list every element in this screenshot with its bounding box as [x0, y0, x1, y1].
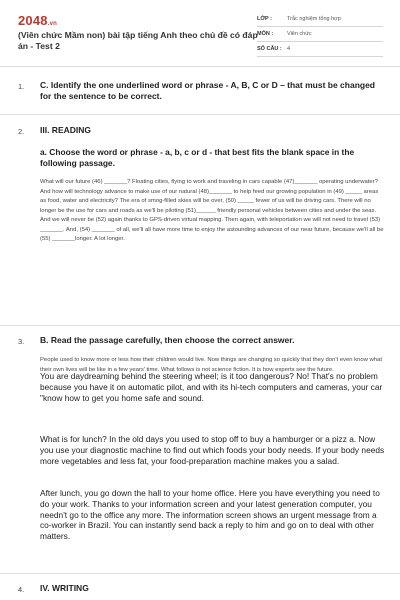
meta-value: Viên chức: [287, 31, 312, 37]
logo-suffix: .vn: [47, 21, 58, 27]
meta-row-subject: [257, 27, 383, 42]
question-number: 2.: [18, 127, 25, 136]
question-heading: B. Read the passage carefully, then choose the correct answer.: [40, 335, 295, 345]
question-number: 3.: [18, 337, 25, 346]
question-subheading: a. Choose the word or phrase - a, b, c or d - that best fits the blank space in the following passage.: [40, 147, 355, 168]
divider: [0, 114, 400, 115]
question-heading: C. Identify the one underlined word or phrase - A, B, C or D – that must be changed for the sentence to be correct.: [40, 80, 375, 101]
site-logo[interactable]: [18, 13, 57, 28]
question-number: 4.: [18, 585, 25, 594]
meta-label: MÔN :: [257, 31, 274, 37]
meta-value: Trắc nghiệm tổng hợp: [287, 16, 341, 22]
passage-paragraph: You are daydreaming behind the steering wheel; is it too dangerous? No! That's no problem because you have it on automatic pilot, and with its hi-tech computers and cameras, your car "know how to get you home safe and sound.: [40, 371, 383, 403]
page-header: [0, 0, 400, 62]
logo-text: 2048: [18, 13, 48, 28]
passage-paragraph: What is for lunch? In the old days you used to stop off to buy a hamburger or a pizz a. Now you use your diagnostic machine to find out which foods your body needs. If your body needs more vegetables and less fat, your food-preparation machine makes you a salad.: [40, 434, 385, 466]
meta-label: LỚP :: [257, 16, 272, 22]
meta-row-question-count: [257, 42, 383, 57]
meta-label: SỐ CÂU :: [257, 46, 282, 52]
meta-value: 4: [287, 46, 291, 52]
document-meta-table: [257, 12, 383, 57]
reading-passage: What will our future (46) _______? Floating cities, flying to work and traveling in cars capable (47)_______ operating underwater? And how will technology advance to make use of our natural (48)_______ to help feed our growing population in (49) _____ areas as food, water and electricity? The era of smog-filled skies will be over, (50) _____ fewer of us will be driving cars. There will no longer be the use for cars and roads as we'll be piloting (51)______ friendly personal vehicles between cities and under the seas. And we will never be (52) again thanks to GPS-driven virtual mapping. Then again, with teleportation we will not need to travel (53) _______. And, (54) _______ of all, we'll all have more time to enjoy the astounding advances of our near future, because we'll all be (55) _______longer. A lot longer.: [40, 179, 384, 242]
divider: [0, 66, 400, 67]
passage-intro: People used to know more or less how their children would live. Now things are changing so quickly that they don't even know what their own lives will be like in a few years' time. What follows is not science fiction. It is how experts see the future.: [40, 357, 382, 373]
divider: [0, 573, 400, 574]
question-number: 1.: [18, 82, 25, 91]
meta-row-class: [257, 12, 383, 27]
passage-paragraph: After lunch, you go down the hall to your home office. Here you have everything you need to do your work. Thanks to your information screen and your latest generation computer, you needn't go to the office any more. The information screen shows an urgent message from a co-worker in Brazil. You can instantly send back a reply to him and go on to deal with other matters.: [40, 488, 380, 542]
divider: [0, 325, 400, 326]
document-title: (Viên chức Mầm non) bài tập tiếng Anh theo chủ đề có đáp án - Test 2: [18, 30, 258, 51]
section-heading: IV. WRITING: [40, 583, 89, 593]
section-heading: III. READING: [40, 125, 92, 135]
